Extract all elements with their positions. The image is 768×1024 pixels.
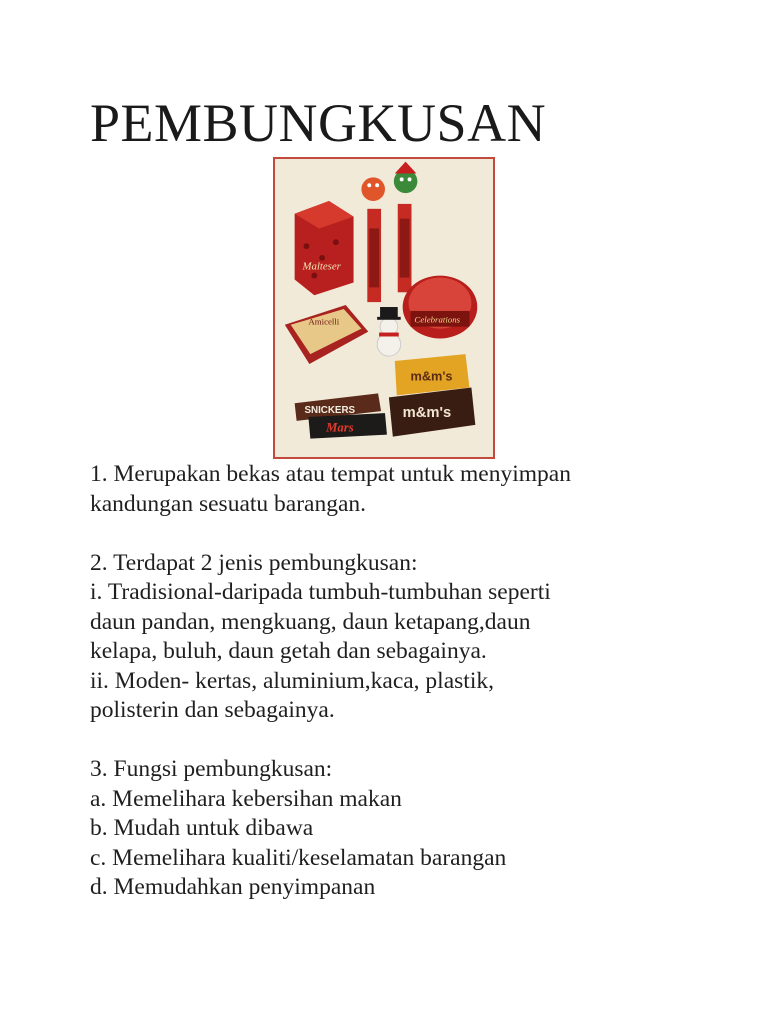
point2-i-line3: kelapa, buluh, daun getah dan sebagainya. [90, 638, 487, 664]
list-item: b. Mudah untuk dibawa [90, 815, 314, 841]
mm-yellow-label: m&m's [410, 368, 453, 384]
celebrations-label: Celebrations [414, 314, 461, 325]
list-item: a. Memelihara kebersihan makan [90, 785, 402, 812]
mars-label: Mars [326, 420, 354, 435]
page-title: PEMBUNGKUSAN [90, 93, 547, 153]
point2-ii-line2: polisterin dan sebagainya. [90, 697, 335, 723]
snickers-label: SNICKERS [304, 405, 356, 417]
point2-ii-line1: ii. Moden- kertas, aluminium,kaca, plastik, [90, 667, 494, 694]
point2-i-line1: i. Tradisional-daripada tumbuh-tumbuhan seperti [90, 579, 551, 605]
packaging-photo [273, 157, 495, 459]
list-item: c. Memelihara kualiti/keselamatan barangan [90, 844, 507, 871]
point1-line2: kandungan sesuatu barangan. [90, 490, 367, 517]
point2-i-line2: daun pandan, mengkuang, daun ketapang,daun [90, 608, 531, 635]
mm-brown-label: m&m's [402, 405, 452, 421]
point2-heading: 2. Terdapat 2 jenis pembungkusan: [90, 549, 418, 576]
point1-line1: 1. Merupakan bekas atau tempat untuk menyimpan [90, 461, 571, 487]
maltesers-box [295, 201, 354, 295]
list-item: d. Memudahkan penyimpanan [90, 874, 376, 900]
content-body [90, 460, 730, 903]
point3-heading: 3. Fungsi pembungkusan: [90, 756, 333, 782]
celebrations-tin [403, 276, 478, 339]
maltesers-label: Malteser [302, 260, 341, 273]
amicelli-label: Amicelli [308, 316, 340, 327]
